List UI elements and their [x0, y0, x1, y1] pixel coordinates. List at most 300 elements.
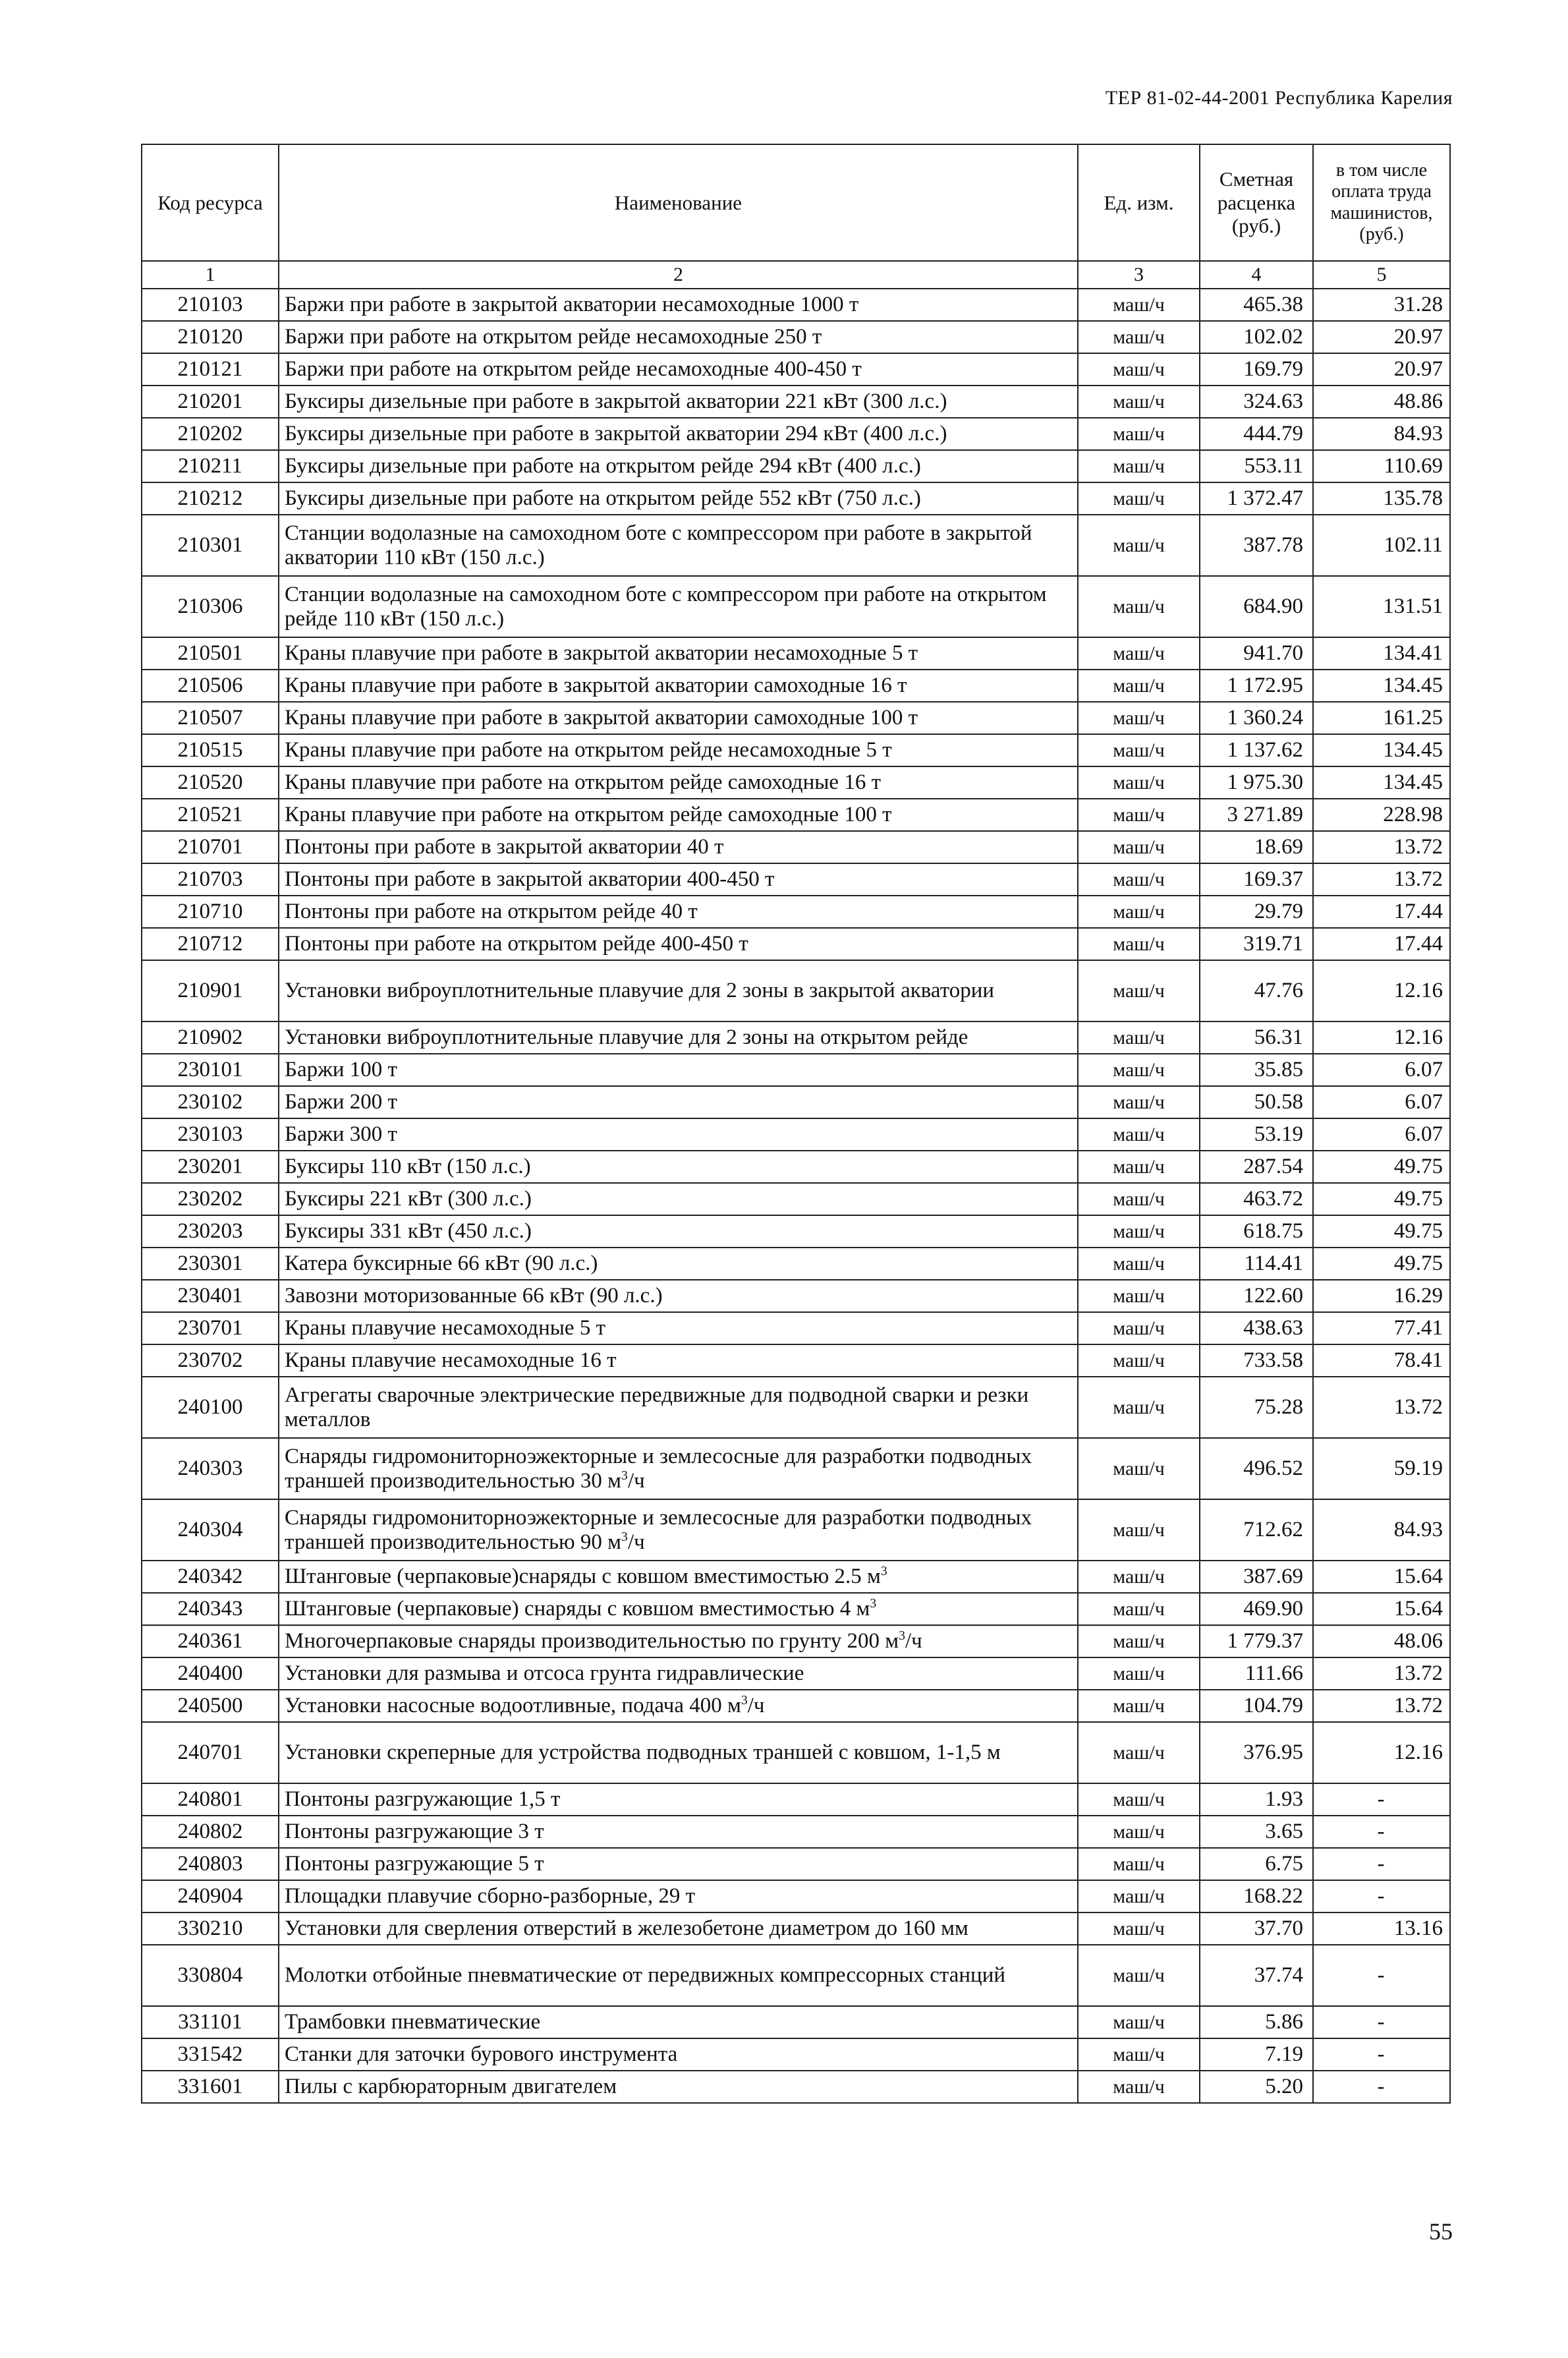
estimate-price: 18.69 [1200, 831, 1313, 863]
resource-code: 240304 [142, 1499, 279, 1561]
resource-code: 210520 [142, 766, 279, 799]
unit-of-measure: маш/ч [1078, 1848, 1200, 1880]
operator-pay: 13.72 [1313, 1657, 1450, 1690]
table-row [142, 1086, 1450, 1118]
table-row [142, 1848, 1450, 1880]
operator-pay: 49.75 [1313, 1248, 1450, 1280]
resource-code: 230102 [142, 1086, 279, 1118]
resource-name: Краны плавучие при работе в закрытой акватории самоходные 16 т [279, 670, 1078, 702]
operator-pay: - [1313, 1880, 1450, 1912]
unit-of-measure: маш/ч [1078, 928, 1200, 960]
resource-name: Площадки плавучие сборно-разборные, 29 т [279, 1880, 1078, 1912]
resource-code: 210712 [142, 928, 279, 960]
resource-name: Понтоны при работе в закрытой акватории 40 т [279, 831, 1078, 863]
unit-of-measure: маш/ч [1078, 1377, 1200, 1438]
unit-of-measure: маш/ч [1078, 1280, 1200, 1312]
operator-pay: 13.72 [1313, 1377, 1450, 1438]
table-row [142, 702, 1450, 734]
estimate-price: 53.19 [1200, 1118, 1313, 1151]
unit-of-measure: маш/ч [1078, 1945, 1200, 2006]
resource-name: Буксиры 110 кВт (150 л.с.) [279, 1151, 1078, 1183]
unit-of-measure: маш/ч [1078, 482, 1200, 515]
resource-name: Баржи при работе в закрытой акватории несамоходные 1000 т [279, 289, 1078, 321]
operator-pay: 17.44 [1313, 896, 1450, 928]
resource-name: Установки для сверления отверстий в железобетоне диаметром до 160 мм [279, 1912, 1078, 1945]
resource-code: 210506 [142, 670, 279, 702]
resource-name: Краны плавучие несамоходные 16 т [279, 1344, 1078, 1377]
estimate-price: 50.58 [1200, 1086, 1313, 1118]
operator-pay: 6.07 [1313, 1118, 1450, 1151]
resource-name: Буксиры дизельные при работе на открытом рейде 552 кВт (750 л.с.) [279, 482, 1078, 515]
operator-pay: 20.97 [1313, 353, 1450, 386]
table-row [142, 1722, 1450, 1783]
unit-of-measure: маш/ч [1078, 1086, 1200, 1118]
resource-code: 230701 [142, 1312, 279, 1344]
resource-name-suffix: /ч [905, 1629, 922, 1653]
table-row [142, 734, 1450, 766]
page-number: 55 [1429, 2218, 1453, 2245]
unit-of-measure: маш/ч [1078, 1438, 1200, 1499]
estimate-price: 169.37 [1200, 863, 1313, 896]
resource-code: 210120 [142, 321, 279, 353]
unit-of-measure: маш/ч [1078, 896, 1200, 928]
column-header-price: Сметная расценка (руб.) [1200, 144, 1313, 261]
resource-name [279, 1593, 1078, 1625]
operator-pay: 12.16 [1313, 1722, 1450, 1783]
unit-of-measure: маш/ч [1078, 1593, 1200, 1625]
resource-name: Буксиры дизельные при работе в закрытой акватории 221 кВт (300 л.с.) [279, 386, 1078, 418]
operator-pay: 17.44 [1313, 928, 1450, 960]
resource-name: Буксиры 221 кВт (300 л.с.) [279, 1183, 1078, 1215]
estimate-price: 1.93 [1200, 1783, 1313, 1816]
unit-of-measure: маш/ч [1078, 2071, 1200, 2103]
resource-name: Баржи 200 т [279, 1086, 1078, 1118]
operator-pay: 77.41 [1313, 1312, 1450, 1344]
estimate-price: 104.79 [1200, 1690, 1313, 1722]
table-row [142, 1561, 1450, 1593]
resource-name: Баржи 100 т [279, 1054, 1078, 1086]
estimate-price: 1 360.24 [1200, 702, 1313, 734]
resource-name-text: Установки насосные водоотливные, подача 400 м [285, 1694, 741, 1718]
resource-code: 210212 [142, 482, 279, 515]
table-row [142, 289, 1450, 321]
resource-code: 330804 [142, 1945, 279, 2006]
operator-pay: 6.07 [1313, 1086, 1450, 1118]
operator-pay: 102.11 [1313, 515, 1450, 576]
resource-code: 210121 [142, 353, 279, 386]
unit-of-measure: маш/ч [1078, 1183, 1200, 1215]
unit-of-measure: маш/ч [1078, 386, 1200, 418]
estimate-price: 169.79 [1200, 353, 1313, 386]
unit-of-measure: маш/ч [1078, 1118, 1200, 1151]
table-row [142, 766, 1450, 799]
resource-name: Пилы с карбюраторным двигателем [279, 2071, 1078, 2103]
resource-name: Установки скреперные для устройства подводных траншей с ковшом, 1-1,5 м [279, 1722, 1078, 1783]
resource-name-text: Снаряды гидромониторноэжекторные и землесосные для разработки подводных траншей производительностью 90 м [285, 1506, 1032, 1554]
operator-pay: 15.64 [1313, 1561, 1450, 1593]
table-row [142, 1499, 1450, 1561]
column-header-unit: Ед. изм. [1078, 144, 1200, 261]
resource-code: 210306 [142, 576, 279, 637]
operator-pay: 13.72 [1313, 831, 1450, 863]
operator-pay: 49.75 [1313, 1183, 1450, 1215]
unit-of-measure: маш/ч [1078, 1215, 1200, 1248]
resource-code: 331601 [142, 2071, 279, 2103]
estimate-price: 553.11 [1200, 450, 1313, 482]
unit-of-measure: маш/ч [1078, 353, 1200, 386]
resource-code: 240303 [142, 1438, 279, 1499]
table-row [142, 1783, 1450, 1816]
table-row [142, 2006, 1450, 2038]
resource-name-text: Штанговые (черпаковые)снаряды с ковшом вместимостью 2.5 м [285, 1565, 881, 1589]
table-row [142, 1183, 1450, 1215]
estimate-price: 111.66 [1200, 1657, 1313, 1690]
table-row [142, 1438, 1450, 1499]
unit-of-measure: маш/ч [1078, 702, 1200, 734]
table-row [142, 482, 1450, 515]
table-row [142, 1657, 1450, 1690]
estimate-price: 387.78 [1200, 515, 1313, 576]
resource-name: Понтоны разгружающие 5 т [279, 1848, 1078, 1880]
table-row [142, 1593, 1450, 1625]
unit-of-measure: маш/ч [1078, 1248, 1200, 1280]
estimate-price: 114.41 [1200, 1248, 1313, 1280]
operator-pay: 84.93 [1313, 418, 1450, 450]
table-row [142, 799, 1450, 831]
resource-name: Буксиры дизельные при работе в закрытой акватории 294 кВт (400 л.с.) [279, 418, 1078, 450]
estimate-price: 463.72 [1200, 1183, 1313, 1215]
resource-table-container [141, 144, 1449, 2104]
resource-code: 240803 [142, 1848, 279, 1880]
table-row [142, 637, 1450, 670]
resource-code: 240904 [142, 1880, 279, 1912]
resource-name: Завозни моторизованные 66 кВт (90 л.с.) [279, 1280, 1078, 1312]
estimate-price: 6.75 [1200, 1848, 1313, 1880]
operator-pay: 78.41 [1313, 1344, 1450, 1377]
resource-name: Понтоны при работе на открытом рейде 40 т [279, 896, 1078, 928]
table-row [142, 418, 1450, 450]
operator-pay: - [1313, 1783, 1450, 1816]
estimate-price: 3.65 [1200, 1816, 1313, 1848]
resource-code: 210902 [142, 1021, 279, 1054]
resource-code: 331101 [142, 2006, 279, 2038]
unit-of-measure: маш/ч [1078, 418, 1200, 450]
resource-name-suffix: /ч [627, 1468, 645, 1493]
resource-name: Буксиры 331 кВт (450 л.с.) [279, 1215, 1078, 1248]
unit-of-measure: маш/ч [1078, 576, 1200, 637]
table-row [142, 1377, 1450, 1438]
estimate-price: 319.71 [1200, 928, 1313, 960]
unit-exponent: 3 [741, 1693, 748, 1708]
resource-name: Краны плавучие при работе на открытом рейде самоходные 100 т [279, 799, 1078, 831]
resource-name: Понтоны разгружающие 1,5 т [279, 1783, 1078, 1816]
estimate-price: 1 137.62 [1200, 734, 1313, 766]
unit-of-measure: маш/ч [1078, 321, 1200, 353]
operator-pay: - [1313, 1816, 1450, 1848]
table-row [142, 1945, 1450, 2006]
table-row [142, 1912, 1450, 1945]
resource-name: Баржи при работе на открытом рейде несамоходные 250 т [279, 321, 1078, 353]
operator-pay: - [1313, 1945, 1450, 2006]
unit-exponent: 3 [880, 1564, 887, 1579]
resource-name-text: Снаряды гидромониторноэжекторные и землесосные для разработки подводных траншей производительностью 30 м [285, 1445, 1032, 1493]
unit-of-measure: маш/ч [1078, 1054, 1200, 1086]
column-number: 5 [1313, 261, 1450, 289]
table-row [142, 1151, 1450, 1183]
resource-name: Молотки отбойные пневматические от передвижных компрессорных станций [279, 1945, 1078, 2006]
operator-pay: 135.78 [1313, 482, 1450, 515]
table-row [142, 670, 1450, 702]
resource-name: Краны плавучие при работе на открытом рейде самоходные 16 т [279, 766, 1078, 799]
resource-name: Буксиры дизельные при работе на открытом рейде 294 кВт (400 л.с.) [279, 450, 1078, 482]
resource-name: Станки для заточки бурового инструмента [279, 2038, 1078, 2071]
estimate-price: 465.38 [1200, 289, 1313, 321]
unit-of-measure: маш/ч [1078, 1722, 1200, 1783]
resource-code: 240343 [142, 1593, 279, 1625]
estimate-price: 37.74 [1200, 1945, 1313, 2006]
operator-pay: 110.69 [1313, 450, 1450, 482]
unit-exponent: 3 [899, 1628, 905, 1644]
unit-of-measure: маш/ч [1078, 670, 1200, 702]
operator-pay: 134.45 [1313, 734, 1450, 766]
resource-name [279, 1561, 1078, 1593]
estimate-price: 1 172.95 [1200, 670, 1313, 702]
table-row [142, 863, 1450, 896]
resource-name: Понтоны при работе на открытом рейде 400-450 т [279, 928, 1078, 960]
column-number: 4 [1200, 261, 1313, 289]
unit-of-measure: маш/ч [1078, 1816, 1200, 1848]
operator-pay: 84.93 [1313, 1499, 1450, 1561]
table-row [142, 576, 1450, 637]
estimate-price: 444.79 [1200, 418, 1313, 450]
unit-exponent: 3 [621, 1529, 628, 1544]
resource-code: 240802 [142, 1816, 279, 1848]
table-row [142, 1625, 1450, 1657]
operator-pay: 16.29 [1313, 1280, 1450, 1312]
column-number: 1 [142, 261, 279, 289]
resource-name [279, 1690, 1078, 1722]
unit-of-measure: маш/ч [1078, 1783, 1200, 1816]
unit-of-measure: маш/ч [1078, 734, 1200, 766]
estimate-price: 102.02 [1200, 321, 1313, 353]
table-row [142, 831, 1450, 863]
operator-pay: 15.64 [1313, 1593, 1450, 1625]
table-header [142, 144, 1450, 289]
resource-code: 210507 [142, 702, 279, 734]
resource-name: Краны плавучие несамоходные 5 т [279, 1312, 1078, 1344]
unit-of-measure: маш/ч [1078, 1690, 1200, 1722]
table-row [142, 896, 1450, 928]
unit-of-measure: маш/ч [1078, 1912, 1200, 1945]
operator-pay: 31.28 [1313, 289, 1450, 321]
column-header-name: Наименование [279, 144, 1078, 261]
unit-of-measure: маш/ч [1078, 1151, 1200, 1183]
resource-name [279, 1438, 1078, 1499]
unit-of-measure: маш/ч [1078, 1880, 1200, 1912]
resource-name: Станции водолазные на самоходном боте с компрессором при работе в закрытой акватории 110 кВт (150 л.с.) [279, 515, 1078, 576]
table-row [142, 2071, 1450, 2103]
unit-of-measure: маш/ч [1078, 1344, 1200, 1377]
table-row [142, 321, 1450, 353]
table-row [142, 1880, 1450, 1912]
table-row [142, 1248, 1450, 1280]
resource-name: Станции водолазные на самоходном боте с компрессором при работе на открытом рейде 110 кВт (150 л.с.) [279, 576, 1078, 637]
estimate-price: 469.90 [1200, 1593, 1313, 1625]
unit-of-measure: маш/ч [1078, 1499, 1200, 1561]
estimate-price: 29.79 [1200, 896, 1313, 928]
estimate-price: 684.90 [1200, 576, 1313, 637]
estimate-price: 618.75 [1200, 1215, 1313, 1248]
resource-code: 210901 [142, 960, 279, 1021]
resource-code: 331542 [142, 2038, 279, 2071]
unit-exponent: 3 [621, 1468, 628, 1483]
resource-name-suffix: /ч [627, 1530, 645, 1554]
unit-of-measure: маш/ч [1078, 289, 1200, 321]
table-row [142, 1021, 1450, 1054]
unit-of-measure: маш/ч [1078, 515, 1200, 576]
estimate-price: 37.70 [1200, 1912, 1313, 1945]
table-row [142, 1280, 1450, 1312]
table-body [142, 289, 1450, 2103]
resource-code: 230203 [142, 1215, 279, 1248]
resource-code: 240100 [142, 1377, 279, 1438]
resource-name: Трамбовки пневматические [279, 2006, 1078, 2038]
operator-pay: 20.97 [1313, 321, 1450, 353]
unit-of-measure: маш/ч [1078, 1561, 1200, 1593]
resource-code: 210211 [142, 450, 279, 482]
resource-code: 240361 [142, 1625, 279, 1657]
operator-pay: 59.19 [1313, 1438, 1450, 1499]
resource-code: 240701 [142, 1722, 279, 1783]
resource-code: 230301 [142, 1248, 279, 1280]
unit-of-measure: маш/ч [1078, 1657, 1200, 1690]
resource-name: Установки для размыва и отсоса грунта гидравлические [279, 1657, 1078, 1690]
estimate-price: 376.95 [1200, 1722, 1313, 1783]
resource-name: Агрегаты сварочные электрические передвижные для подводной сварки и резки металлов [279, 1377, 1078, 1438]
unit-of-measure: маш/ч [1078, 960, 1200, 1021]
unit-of-measure: маш/ч [1078, 2038, 1200, 2071]
resource-code: 230103 [142, 1118, 279, 1151]
operator-pay: 134.41 [1313, 637, 1450, 670]
table-row [142, 1215, 1450, 1248]
unit-of-measure: маш/ч [1078, 766, 1200, 799]
estimate-price: 56.31 [1200, 1021, 1313, 1054]
resource-code: 240500 [142, 1690, 279, 1722]
resource-name: Установки виброуплотнительные плавучие для 2 зоны в закрытой акватории [279, 960, 1078, 1021]
operator-pay: 12.16 [1313, 1021, 1450, 1054]
operator-pay: - [1313, 2038, 1450, 2071]
resource-code: 210710 [142, 896, 279, 928]
estimate-price: 387.69 [1200, 1561, 1313, 1593]
resource-code: 240801 [142, 1783, 279, 1816]
table-row [142, 450, 1450, 482]
table-row [142, 1054, 1450, 1086]
estimate-price: 168.22 [1200, 1880, 1313, 1912]
unit-of-measure: маш/ч [1078, 450, 1200, 482]
resource-code: 210501 [142, 637, 279, 670]
resource-name: Краны плавучие при работе в закрытой акватории самоходные 100 т [279, 702, 1078, 734]
estimate-price: 733.58 [1200, 1344, 1313, 1377]
table-row [142, 960, 1450, 1021]
operator-pay: 6.07 [1313, 1054, 1450, 1086]
estimate-price: 35.85 [1200, 1054, 1313, 1086]
resource-name: Баржи при работе на открытом рейде несамоходные 400-450 т [279, 353, 1078, 386]
operator-pay: 49.75 [1313, 1151, 1450, 1183]
table-row [142, 1312, 1450, 1344]
resource-name: Краны плавучие при работе на открытом рейде несамоходные 5 т [279, 734, 1078, 766]
estimate-price: 712.62 [1200, 1499, 1313, 1561]
resource-code: 210515 [142, 734, 279, 766]
estimate-price: 122.60 [1200, 1280, 1313, 1312]
column-number: 3 [1078, 261, 1200, 289]
resource-code: 210201 [142, 386, 279, 418]
unit-of-measure: маш/ч [1078, 799, 1200, 831]
unit-of-measure: маш/ч [1078, 1625, 1200, 1657]
column-number: 2 [279, 261, 1078, 289]
table-row [142, 386, 1450, 418]
operator-pay: 134.45 [1313, 766, 1450, 799]
table-row [142, 515, 1450, 576]
table-row [142, 1690, 1450, 1722]
resource-name-suffix: /ч [747, 1694, 765, 1718]
resource-code: 330210 [142, 1912, 279, 1945]
resource-name: Понтоны при работе в закрытой акватории 400-450 т [279, 863, 1078, 896]
resource-code: 210103 [142, 289, 279, 321]
unit-of-measure: маш/ч [1078, 1312, 1200, 1344]
unit-of-measure: маш/ч [1078, 1021, 1200, 1054]
resource-code: 230401 [142, 1280, 279, 1312]
unit-exponent: 3 [870, 1596, 877, 1611]
resource-code: 230702 [142, 1344, 279, 1377]
table-row [142, 1816, 1450, 1848]
resource-code: 210301 [142, 515, 279, 576]
estimate-price: 5.20 [1200, 2071, 1313, 2103]
resource-name [279, 1625, 1078, 1657]
operator-pay: 48.86 [1313, 386, 1450, 418]
resource-name: Баржи 300 т [279, 1118, 1078, 1151]
operator-pay: - [1313, 2006, 1450, 2038]
estimate-price: 75.28 [1200, 1377, 1313, 1438]
estimate-price: 287.54 [1200, 1151, 1313, 1183]
operator-pay: 13.72 [1313, 863, 1450, 896]
resource-name: Краны плавучие при работе в закрытой акватории несамоходные 5 т [279, 637, 1078, 670]
resource-name: Катера буксирные 66 кВт (90 л.с.) [279, 1248, 1078, 1280]
table-row [142, 353, 1450, 386]
operator-pay: 161.25 [1313, 702, 1450, 734]
operator-pay: 228.98 [1313, 799, 1450, 831]
document-title: ТЕР 81-02-44-2001 Республика Карелия [1105, 87, 1453, 109]
resource-code: 210703 [142, 863, 279, 896]
table-row [142, 1344, 1450, 1377]
resource-code: 210202 [142, 418, 279, 450]
operator-pay: 12.16 [1313, 960, 1450, 1021]
resource-code: 240342 [142, 1561, 279, 1593]
estimate-price: 1 975.30 [1200, 766, 1313, 799]
operator-pay: 13.16 [1313, 1912, 1450, 1945]
resource-name [279, 1499, 1078, 1561]
unit-of-measure: маш/ч [1078, 2006, 1200, 2038]
resource-name-text: Многочерпаковые снаряды производительностью по грунту 200 м [285, 1629, 899, 1653]
operator-pay: 131.51 [1313, 576, 1450, 637]
resource-code: 240400 [142, 1657, 279, 1690]
estimate-price: 324.63 [1200, 386, 1313, 418]
estimate-price: 438.63 [1200, 1312, 1313, 1344]
estimate-price: 1 779.37 [1200, 1625, 1313, 1657]
table-row [142, 1118, 1450, 1151]
column-header-operator-pay: в том числе оплата труда машинистов, (руб.) [1313, 144, 1450, 261]
estimate-price: 47.76 [1200, 960, 1313, 1021]
resource-price-table [141, 144, 1451, 2104]
